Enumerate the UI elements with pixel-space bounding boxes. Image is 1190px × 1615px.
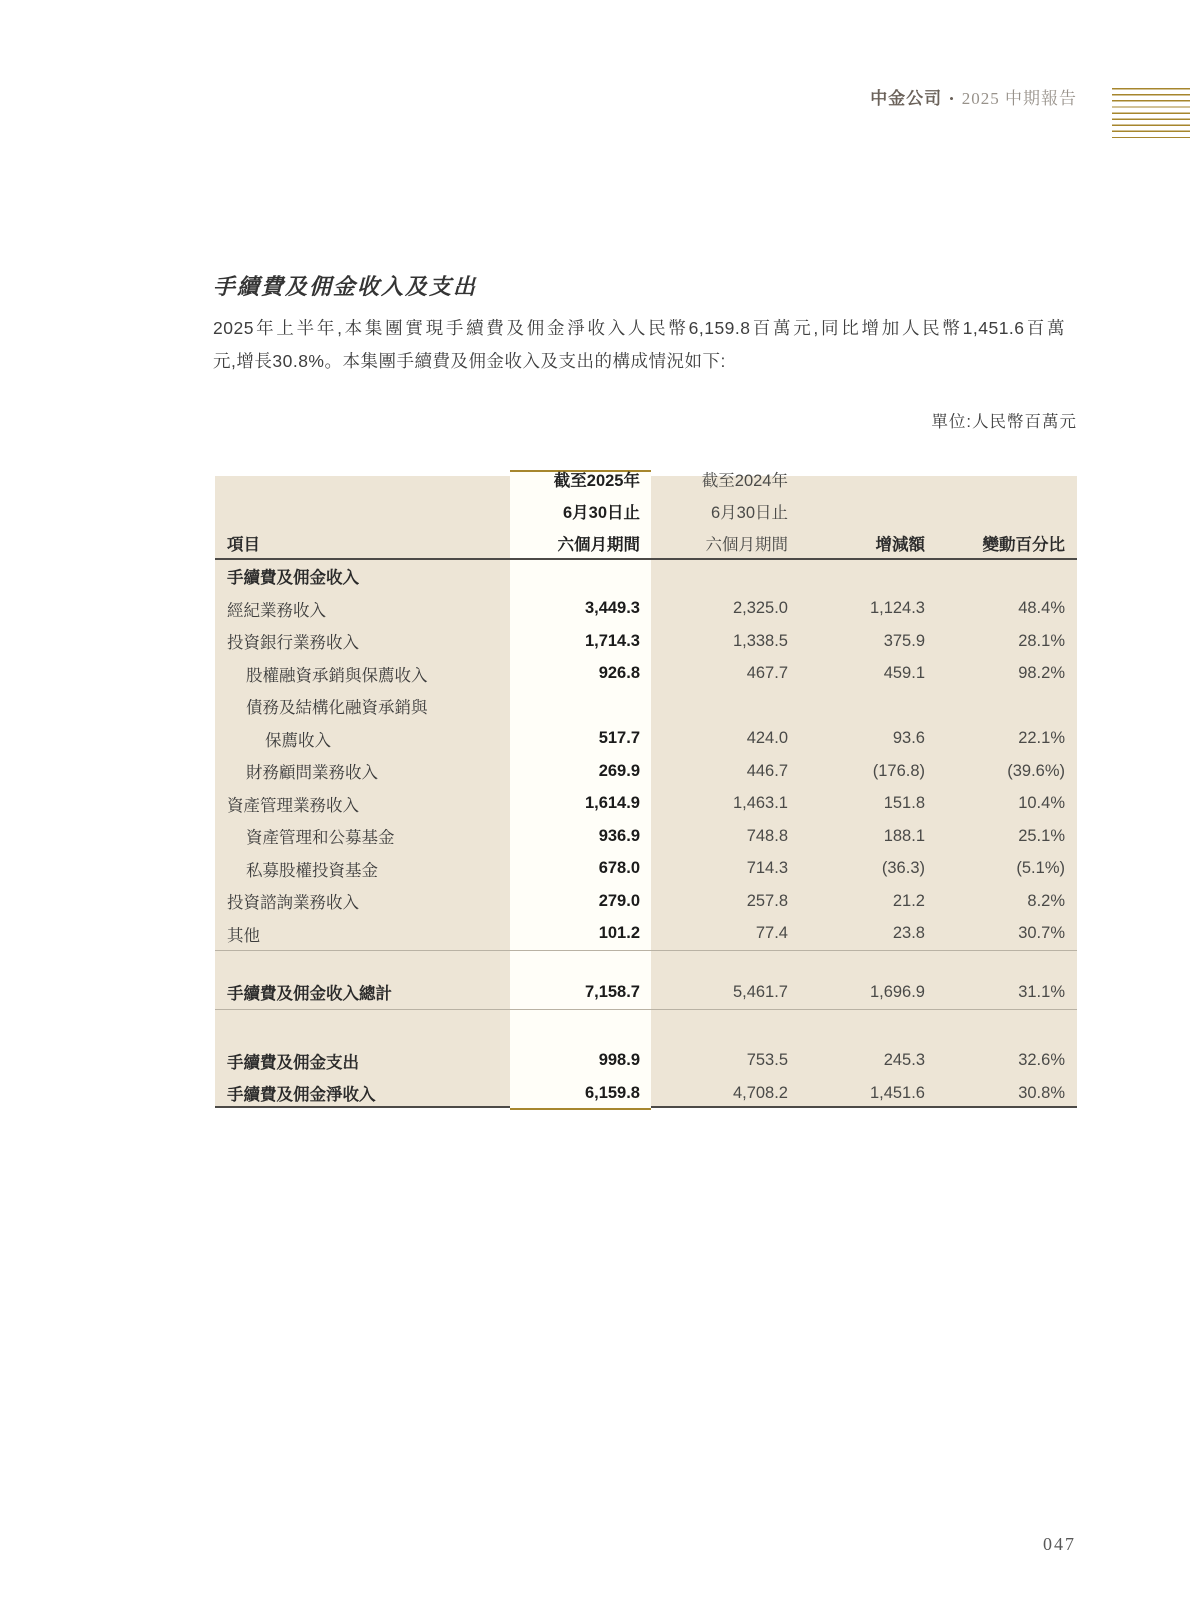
row-label: 資產管理和公募基金 bbox=[246, 829, 395, 848]
value-2024: 714.3 bbox=[746, 859, 788, 878]
value-change: 21.2 bbox=[892, 891, 925, 910]
value-pct-change: 31.1% bbox=[1018, 982, 1065, 1001]
table-body bbox=[215, 560, 1077, 1110]
bullet-separator: • bbox=[949, 91, 955, 106]
value-change: 93.6 bbox=[892, 729, 925, 748]
value-pct-change: 25.1% bbox=[1018, 826, 1065, 845]
row-label: 手續費及佣金支出 bbox=[227, 1053, 359, 1072]
table-row bbox=[215, 788, 1077, 821]
value-2024: 257.8 bbox=[746, 891, 788, 910]
table-row bbox=[215, 1077, 1077, 1110]
table-spacer bbox=[215, 951, 1077, 976]
table-row bbox=[215, 755, 1077, 788]
fee-commission-table bbox=[215, 470, 1077, 1110]
table-row bbox=[215, 690, 1077, 723]
table-row bbox=[215, 723, 1077, 756]
value-2025: 998.9 bbox=[598, 1051, 640, 1070]
value-2025: 678.0 bbox=[598, 859, 640, 878]
value-change: 375.9 bbox=[883, 631, 925, 650]
value-change: 188.1 bbox=[883, 826, 925, 845]
value-pct-change: 8.2% bbox=[1027, 891, 1065, 910]
row-label: 經紀業務收入 bbox=[227, 601, 326, 620]
table-spacer bbox=[215, 1010, 1077, 1045]
row-label: 股權融資承銷與保薦收入 bbox=[246, 666, 428, 685]
value-change: 245.3 bbox=[883, 1051, 925, 1070]
table-row bbox=[215, 560, 1077, 593]
header-item: 項目 bbox=[227, 536, 260, 554]
value-pct-change: 30.8% bbox=[1018, 1083, 1065, 1102]
value-pct-change: 28.1% bbox=[1018, 631, 1065, 650]
value-2025: 926.8 bbox=[598, 664, 640, 683]
value-pct-change: 48.4% bbox=[1018, 599, 1065, 618]
value-2024: 753.5 bbox=[746, 1051, 788, 1070]
value-2025: 7,158.7 bbox=[584, 982, 640, 1001]
value-pct-change: 10.4% bbox=[1018, 794, 1065, 813]
value-change: (176.8) bbox=[872, 761, 925, 780]
header-2024-period: 截至2024年 6月30日止 六個月期間 bbox=[701, 472, 788, 554]
value-pct-change: 32.6% bbox=[1018, 1051, 1065, 1070]
value-pct-change: 22.1% bbox=[1018, 729, 1065, 748]
paragraph-line: 2025年上半年,本集團實現手續費及佣金淨收入人民幣6,159.8百萬元,同比增加人民幣1,451.6百萬 bbox=[213, 318, 1065, 338]
row-label: 其他 bbox=[227, 926, 260, 945]
value-change: 1,696.9 bbox=[869, 982, 925, 1001]
table-row bbox=[215, 658, 1077, 691]
value-pct-change: (5.1%) bbox=[1016, 859, 1065, 878]
page-number: 047 bbox=[1043, 1534, 1076, 1554]
value-2025: 936.9 bbox=[598, 826, 640, 845]
value-change: 151.8 bbox=[883, 794, 925, 813]
value-2024: 424.0 bbox=[746, 729, 788, 748]
value-2025: 1,614.9 bbox=[584, 794, 640, 813]
section-title: 手續費及佣金收入及支出 bbox=[213, 274, 478, 299]
row-label: 投資諮詢業務收入 bbox=[227, 894, 359, 913]
value-2025: 279.0 bbox=[598, 891, 640, 910]
table-row bbox=[215, 976, 1077, 1009]
header-2025-period: 截至2025年 6月30日止 六個月期間 bbox=[553, 472, 640, 554]
table-row bbox=[215, 593, 1077, 626]
value-2024: 1,338.5 bbox=[732, 631, 788, 650]
value-2025: 101.2 bbox=[598, 924, 640, 943]
paragraph-line: 元,增長30.8%。本集團手續費及佣金收入及支出的構成情況如下: bbox=[213, 351, 726, 371]
page-header bbox=[870, 84, 1077, 109]
row-label: 手續費及佣金淨收入 bbox=[227, 1086, 376, 1105]
value-2024: 467.7 bbox=[746, 664, 788, 683]
value-2024: 4,708.2 bbox=[732, 1083, 788, 1102]
value-2025: 517.7 bbox=[598, 729, 640, 748]
value-2025: 1,714.3 bbox=[584, 631, 640, 650]
row-label: 保薦收入 bbox=[265, 731, 331, 750]
value-2024: 2,325.0 bbox=[732, 599, 788, 618]
value-2025: 3,449.3 bbox=[584, 599, 640, 618]
value-2025: 6,159.8 bbox=[584, 1083, 640, 1102]
table-content bbox=[215, 472, 1077, 1110]
value-2025: 269.9 bbox=[598, 761, 640, 780]
value-2024: 748.8 bbox=[746, 826, 788, 845]
value-2024: 77.4 bbox=[755, 924, 788, 943]
company-name: 中金公司 bbox=[870, 89, 943, 108]
stripes-logo-icon bbox=[1112, 88, 1190, 138]
value-change: 459.1 bbox=[883, 664, 925, 683]
row-label: 私募股權投資基金 bbox=[246, 861, 378, 880]
unit-label: 單位:人民幣百萬元 bbox=[931, 413, 1077, 431]
value-change: 23.8 bbox=[892, 924, 925, 943]
value-2024: 1,463.1 bbox=[732, 794, 788, 813]
value-pct-change: 30.7% bbox=[1018, 924, 1065, 943]
table-row bbox=[215, 625, 1077, 658]
header-change: 增減額 bbox=[875, 536, 925, 554]
table-row bbox=[215, 885, 1077, 918]
table-row bbox=[215, 1045, 1077, 1078]
table-row bbox=[215, 820, 1077, 853]
table-row bbox=[215, 918, 1077, 951]
header-pct-change: 變動百分比 bbox=[982, 536, 1065, 554]
row-label: 債務及結構化融資承銷與 bbox=[246, 699, 428, 718]
body-paragraph bbox=[213, 312, 1065, 378]
row-label: 投資銀行業務收入 bbox=[227, 634, 359, 653]
report-title: 2025 中期報告 bbox=[961, 89, 1077, 108]
value-2024: 446.7 bbox=[746, 761, 788, 780]
table-header bbox=[215, 472, 1077, 560]
row-label: 手續費及佣金收入 bbox=[227, 569, 359, 588]
value-change: 1,124.3 bbox=[869, 599, 925, 618]
row-label: 手續費及佣金收入總計 bbox=[227, 985, 392, 1004]
value-change: (36.3) bbox=[881, 859, 925, 878]
value-pct-change: 98.2% bbox=[1018, 664, 1065, 683]
value-pct-change: (39.6%) bbox=[1007, 761, 1065, 780]
value-2024: 5,461.7 bbox=[732, 982, 788, 1001]
table-row bbox=[215, 853, 1077, 886]
value-change: 1,451.6 bbox=[869, 1083, 925, 1102]
row-label: 財務顧問業務收入 bbox=[246, 764, 378, 783]
row-label: 資產管理業務收入 bbox=[227, 796, 359, 815]
